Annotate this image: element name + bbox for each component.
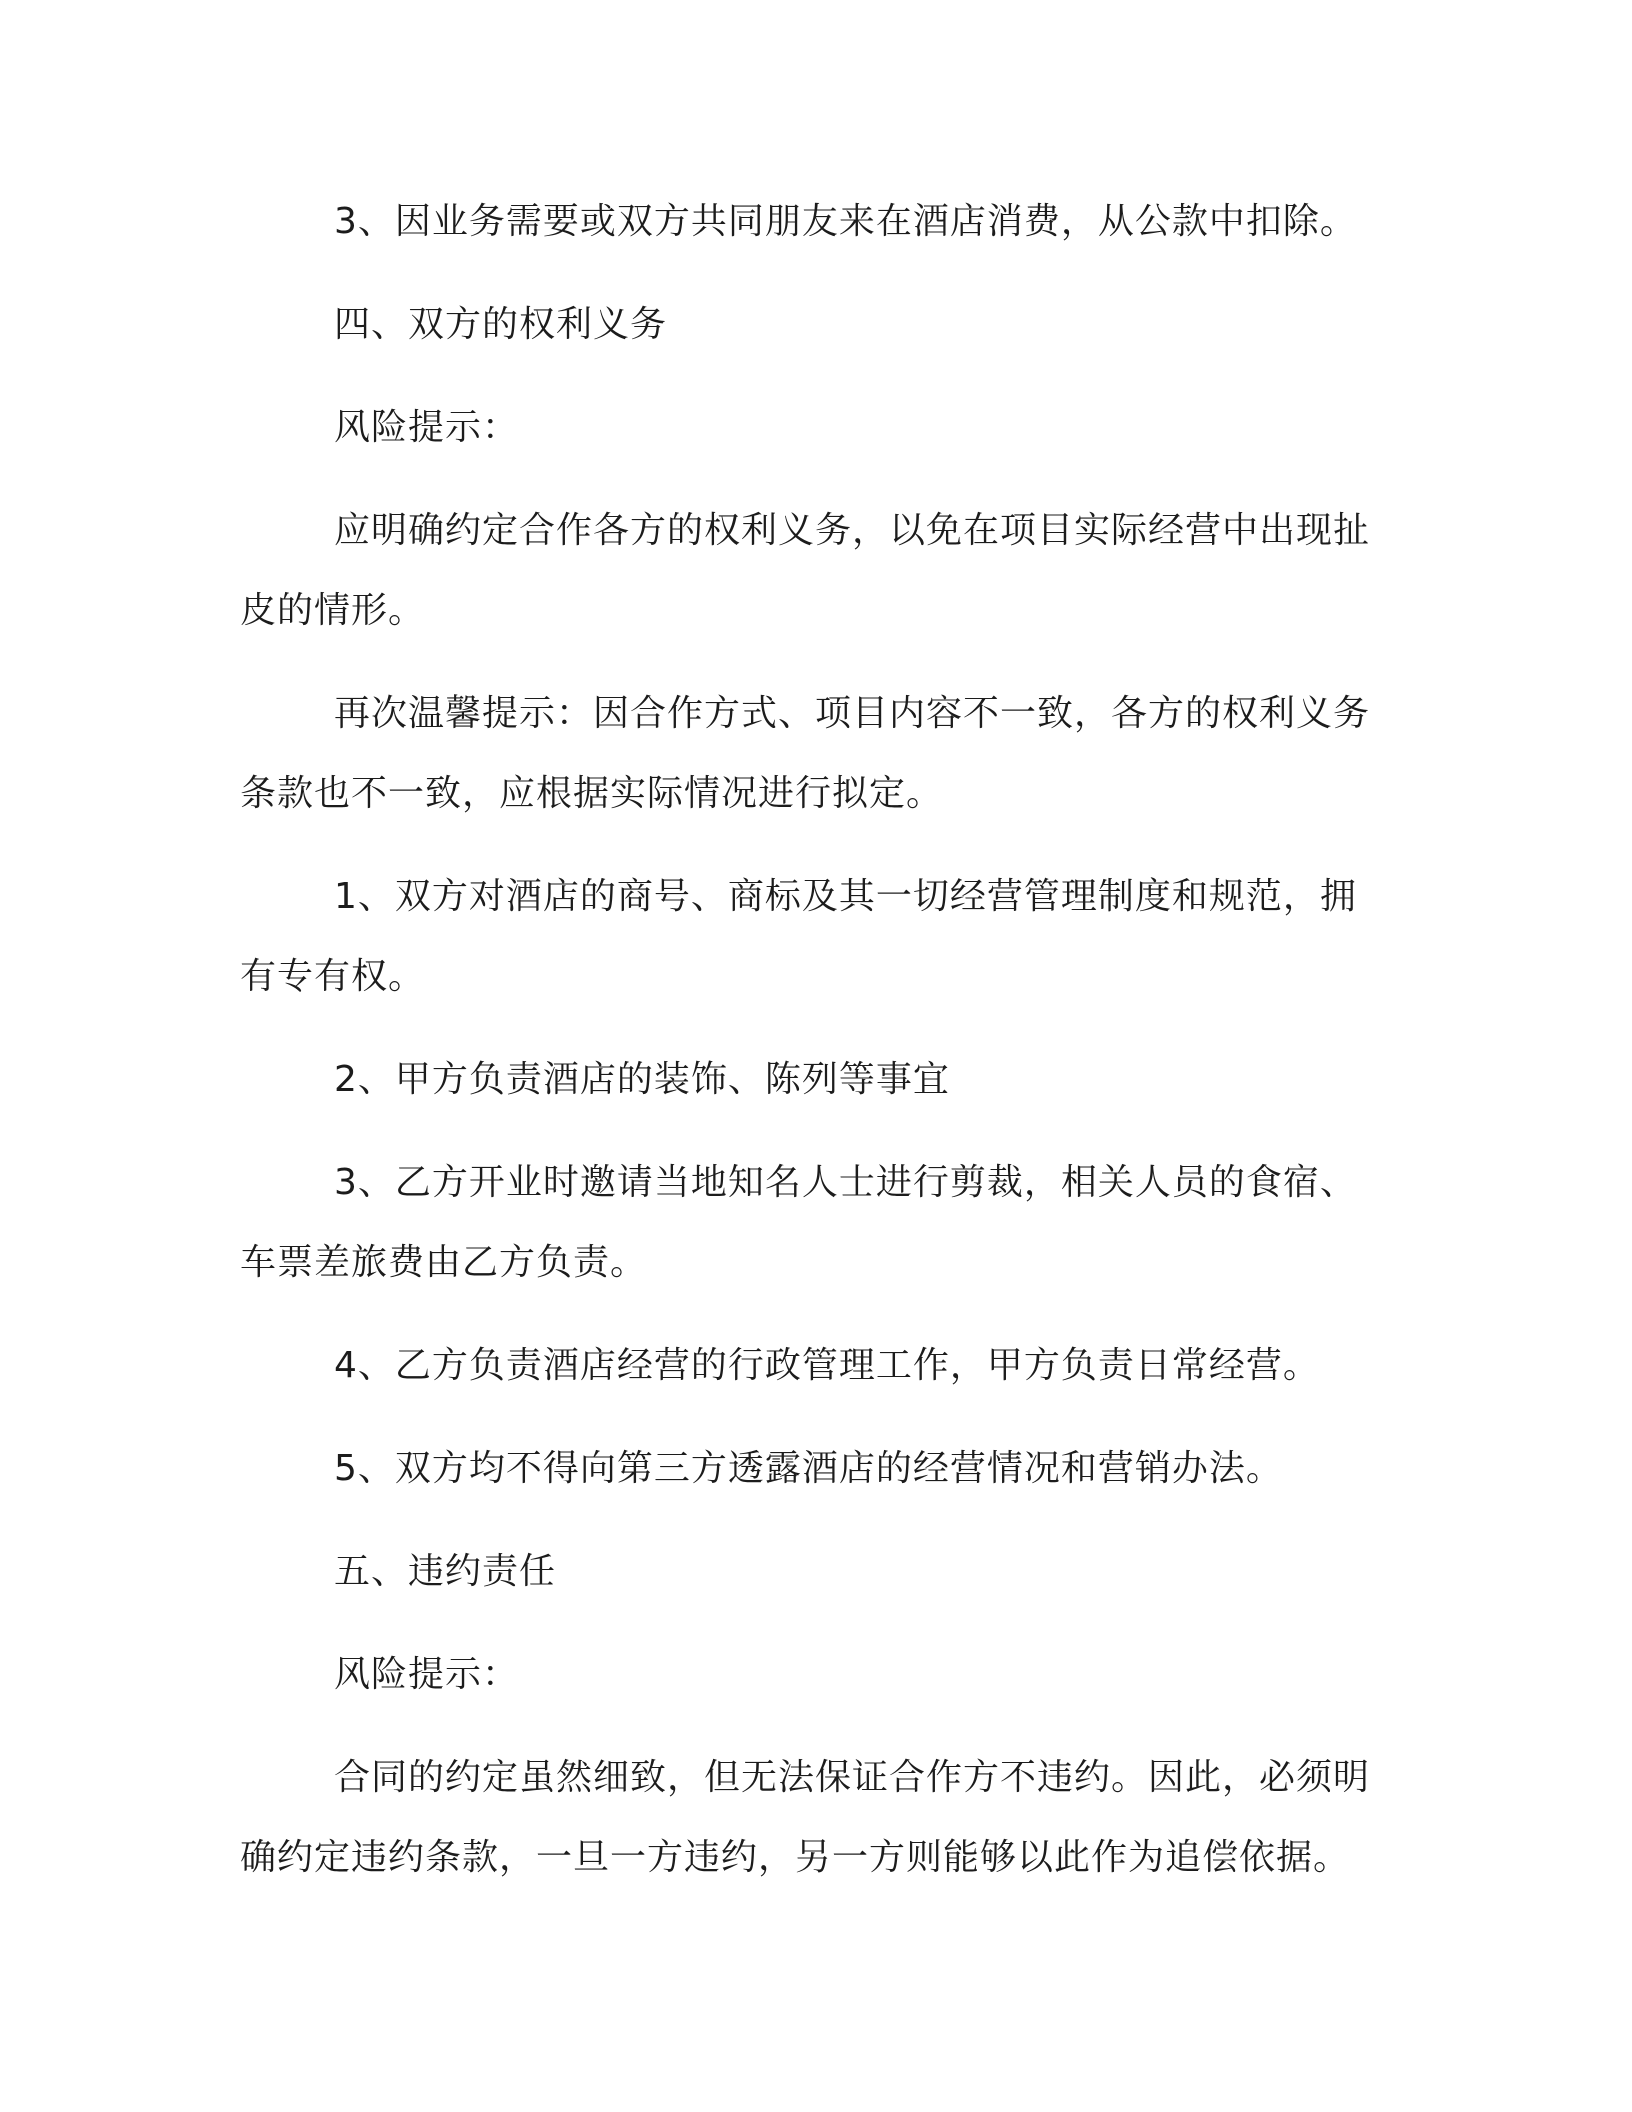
section-4-heading: 四、双方的权利义务 (334, 304, 668, 345)
clause-1-trademark: 1、双方对酒店的商号、商标及其一切经营管理制度和规范，拥有专有权。 (240, 876, 1357, 997)
clause-3-opening: 3、乙方开业时邀请当地知名人士进行剪裁，相关人员的食宿、车票差旅费由乙方负责。 (240, 1162, 1357, 1283)
clause-5-confidentiality: 5、双方均不得向第三方透露酒店的经营情况和营销办法。 (334, 1448, 1283, 1489)
risk-notice-label-2: 风险提示： (334, 1654, 520, 1695)
clause-3-public-funds: 3、因业务需要或双方共同朋友来在酒店消费，从公款中扣除。 (334, 201, 1357, 242)
document-body (240, 182, 1370, 1921)
clause-4-management: 4、乙方负责酒店经营的行政管理工作，甲方负责日常经营。 (334, 1345, 1320, 1386)
clause-2-decoration: 2、甲方负责酒店的装饰、陈列等事宜 (334, 1059, 950, 1100)
risk-notice-label: 风险提示： (334, 407, 520, 448)
reminder-text: 再次温馨提示：因合作方式、项目内容不一致，各方的权利义务条款也不一致，应根据实际情况进行拟定。 (240, 693, 1371, 814)
risk-notice-text: 应明确约定合作各方的权利义务，以免在项目实际经营中出现扯皮的情形。 (240, 510, 1371, 631)
breach-text: 合同的约定虽然细致，但无法保证合作方不违约。因此，必须明确约定违约条款，一旦一方违约，另一方则能够以此作为追偿依据。 (240, 1757, 1371, 1878)
section-5-heading: 五、违约责任 (334, 1551, 557, 1592)
